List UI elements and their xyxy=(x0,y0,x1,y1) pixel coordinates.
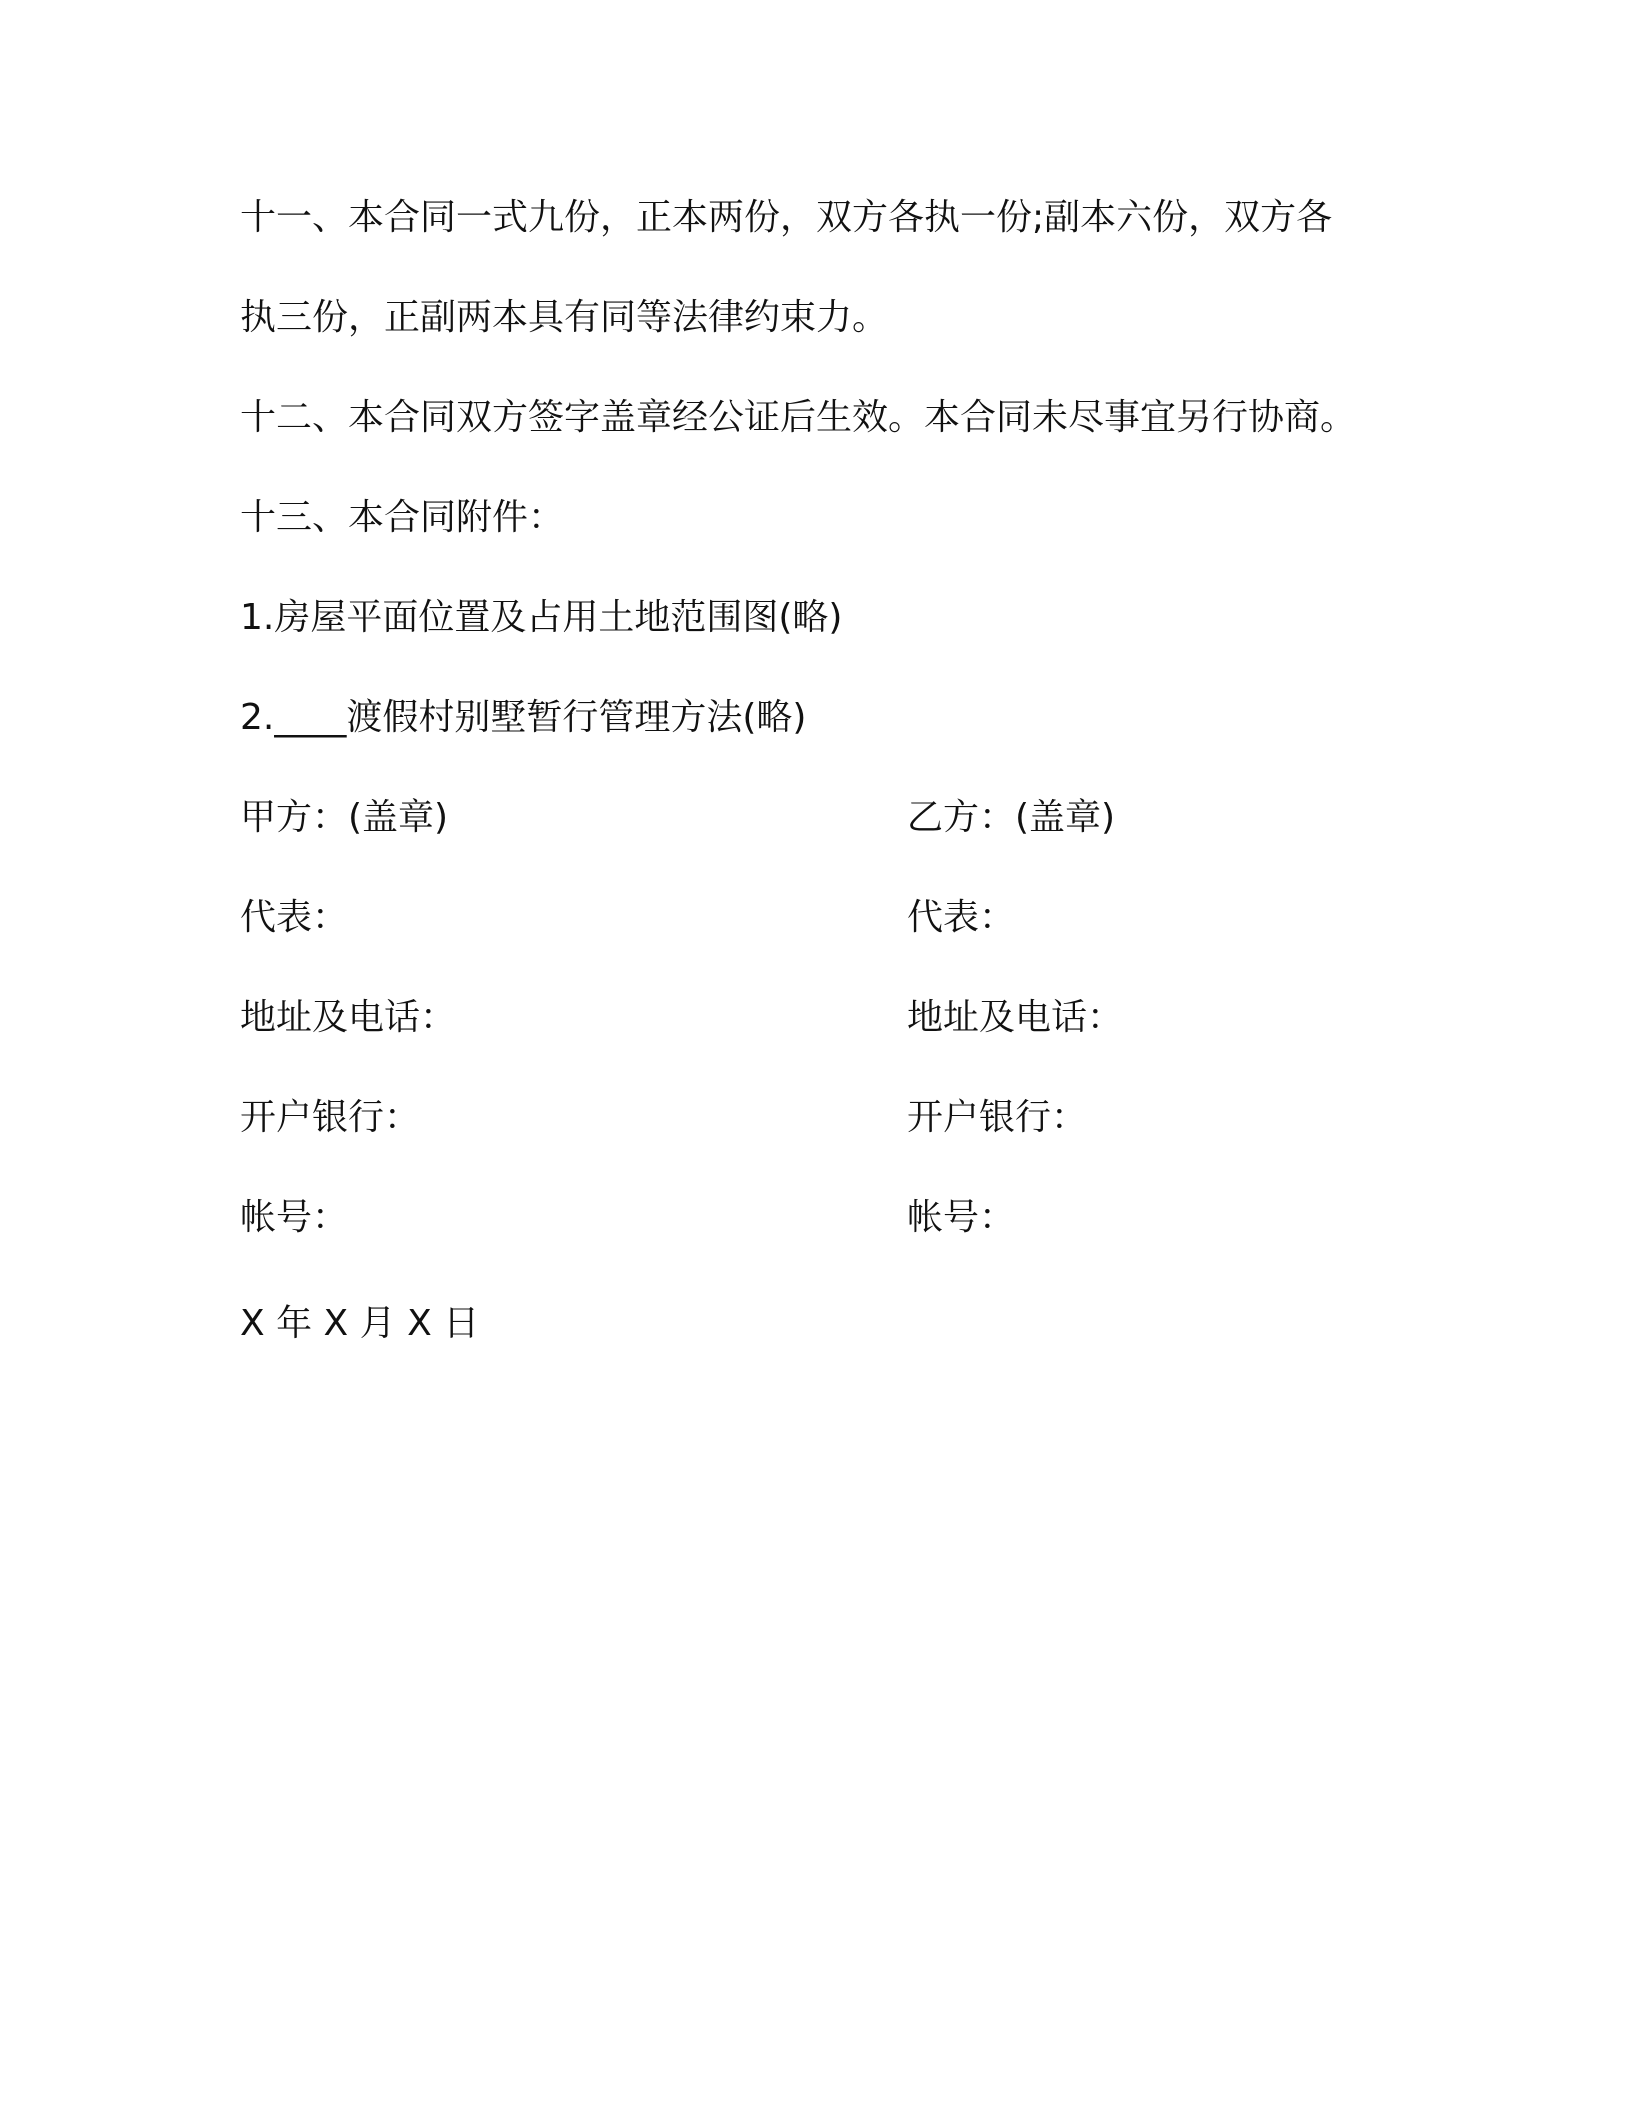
party-a-account: 帐号： xyxy=(240,1197,349,1238)
party-a-bank: 开户银行： xyxy=(240,1097,421,1138)
party-a-representative: 代表： xyxy=(240,897,349,938)
signing-date: X 年 X 月 X 日 xyxy=(240,1303,480,1344)
clause-11-line-1: 十一、本合同一式九份，正本两份，双方各执一份;副本六份，双方各 xyxy=(240,197,1333,238)
attachment-1: 1.房屋平面位置及占用土地范围图(略) xyxy=(240,597,843,638)
party-b-account: 帐号： xyxy=(907,1197,1016,1238)
party-b-address-phone: 地址及电话： xyxy=(907,997,1124,1038)
clause-12: 十二、本合同双方签字盖章经公证后生效。本合同未尽事宜另行协商。 xyxy=(240,397,1357,438)
party-b-seal: 乙方：(盖章) xyxy=(907,797,1116,838)
clause-13-heading: 十三、本合同附件： xyxy=(240,497,565,538)
party-a-address-phone: 地址及电话： xyxy=(240,997,457,1038)
clause-11-line-2: 执三份，正副两本具有同等法律约束力。 xyxy=(240,297,889,338)
party-b-bank: 开户银行： xyxy=(907,1097,1088,1138)
party-a-seal: 甲方：(盖章) xyxy=(240,797,449,838)
attachment-2: 2.____渡假村别墅暂行管理方法(略) xyxy=(240,697,807,738)
party-b-representative: 代表： xyxy=(907,897,1016,938)
